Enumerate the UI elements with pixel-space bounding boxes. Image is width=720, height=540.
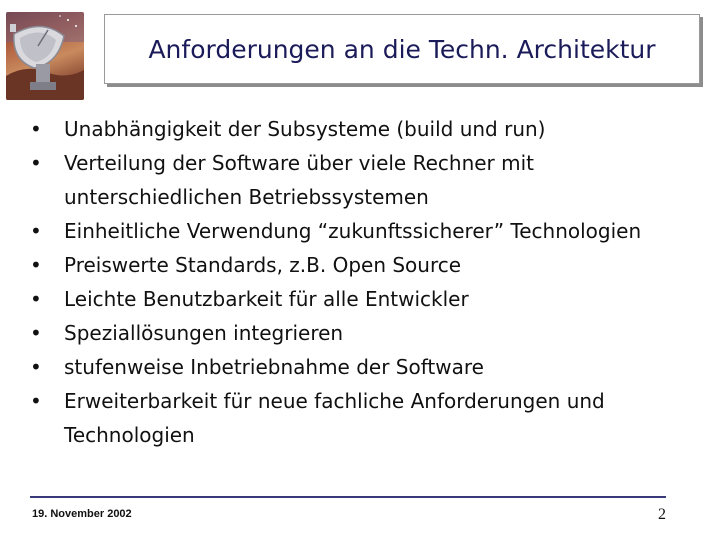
bullet-text: Speziallösungen integrieren: [64, 321, 344, 345]
bullet-list: [30, 112, 690, 452]
bullet-dot: •: [30, 151, 42, 175]
bullet-dot: •: [30, 355, 42, 379]
radio-telescope-icon: [6, 12, 84, 100]
bullet-dot: •: [30, 219, 42, 243]
bullet-item: [30, 112, 690, 146]
title-box: [104, 14, 700, 84]
bullet-text: Leichte Benutzbarkeit für alle Entwickler: [64, 287, 469, 311]
bullet-item: [30, 214, 690, 248]
slide-title: Anforderungen an die Techn. Architektur: [148, 34, 656, 64]
bullet-dot: •: [30, 253, 42, 277]
bullet-text: Preiswerte Standards, z.B. Open Source: [64, 253, 462, 277]
bullet-item: [30, 384, 690, 452]
bullet-dot: •: [30, 321, 42, 345]
bullet-text: Erweiterbarkeit für neue fachliche Anforderungen und Technologien: [64, 389, 605, 447]
page-number: 2: [658, 506, 666, 523]
bullet-item: [30, 316, 690, 350]
radio-telescope-logo: [6, 12, 84, 100]
bullet-item: [30, 146, 690, 214]
bullet-item: [30, 282, 690, 316]
bullet-dot: •: [30, 389, 42, 413]
footer-divider: [30, 496, 666, 498]
bullet-text: Verteilung der Software über viele Rechner mit unterschiedlichen Betriebssystemen: [64, 151, 535, 209]
footer-date: 19. November 2002: [32, 508, 132, 520]
bullet-item: [30, 248, 690, 282]
bullet-dot: •: [30, 287, 42, 311]
bullet-text: stufenweise Inbetriebnahme der Software: [64, 355, 484, 379]
bullet-dot: •: [30, 117, 42, 141]
bullet-item: [30, 350, 690, 384]
bullet-text: Einheitliche Verwendung “zukunftssicherer” Technologien: [64, 219, 642, 243]
bullet-text: Unabhängigkeit der Subsysteme (build und run): [64, 117, 546, 141]
